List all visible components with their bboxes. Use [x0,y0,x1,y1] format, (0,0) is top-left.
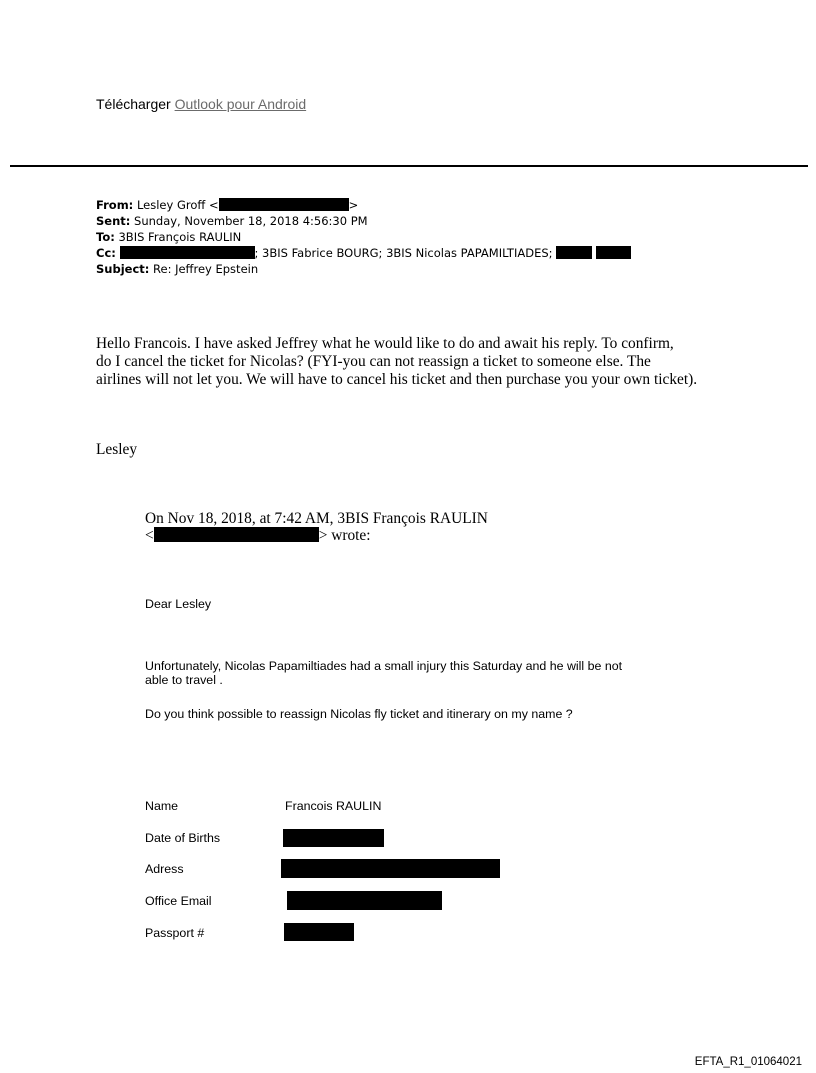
from-name: Lesley Groff < [136,198,219,212]
to-value: 3BIS François RAULIN [118,230,242,244]
download-prefix: Télécharger [96,96,171,112]
quoted-open: < [145,527,154,544]
message-line-2: do I cancel the ticket for Nicolas? (FYI-you can not reassign a ticket to someone else. The [96,353,651,370]
quoted-greeting: Dear Lesley [145,597,212,611]
quoted-header-line-2 [145,527,488,544]
redacted-cc-2 [556,246,592,259]
sent-label: Sent: [96,214,131,228]
dob-label: Date of Births [145,831,221,845]
redacted-dob [283,829,384,847]
signature: Lesley [96,441,138,458]
redacted-cc-3 [596,246,631,259]
subject-label: Subject: [96,262,150,276]
quoted-para1-line-1: Unfortunately, Nicolas Papamiltiades had a small injury this Saturday and he will be not [145,659,623,673]
quoted-paragraph-2: Do you think possible to reassign Nicolas fly ticket and itinerary on my name ? [145,707,573,721]
subject-value: Re: Jeffrey Epstein [153,262,259,276]
download-line [96,96,306,112]
quoted-para1-line-2: able to travel . [145,673,223,687]
subject-row [96,261,631,277]
quoted-paragraph-1 [145,659,622,687]
redacted-cc-1 [120,246,255,259]
message-body [96,335,697,389]
name-value: Francois RAULIN [285,799,382,813]
redacted-from-email [219,198,349,211]
redacted-sender-email [154,527,319,542]
sent-value: Sunday, November 18, 2018 4:56:30 PM [134,214,368,228]
redacted-passport [284,923,354,941]
quoted-header [145,510,488,544]
to-label: To: [96,230,115,244]
name-label: Name [145,799,179,813]
cc-value: ; 3BIS Fabrice BOURG; 3BIS Nicolas PAPAMILTIADES; [254,246,553,260]
quoted-header-line-1: On Nov 18, 2018, at 7:42 AM, 3BIS François RAULIN [145,510,488,527]
redacted-office-email [287,891,442,910]
outlook-android-link[interactable]: Outlook pour Android [174,96,307,112]
message-line-1: Hello Francois. I have asked Jeffrey what he would like to do and await his reply. To confirm, [96,335,674,352]
from-label: From: [96,198,134,212]
message-line-3: airlines will not let you. We will have to cancel his ticket and then purchase you your own ticket). [96,371,698,388]
quoted-close: > wrote: [318,527,371,544]
email-label: Office Email [145,894,212,908]
from-close: > [348,198,359,212]
cc-label: Cc: [96,246,116,260]
address-label: Adress [145,862,184,876]
redacted-address [281,859,500,878]
sent-row [96,213,631,229]
document-id: EFTA_R1_01064021 [694,1056,802,1068]
separator-rule [10,165,808,167]
from-row [96,197,631,213]
to-row [96,229,631,245]
cc-row [96,245,631,261]
email-header [96,197,631,277]
passport-label: Passport # [145,926,205,940]
